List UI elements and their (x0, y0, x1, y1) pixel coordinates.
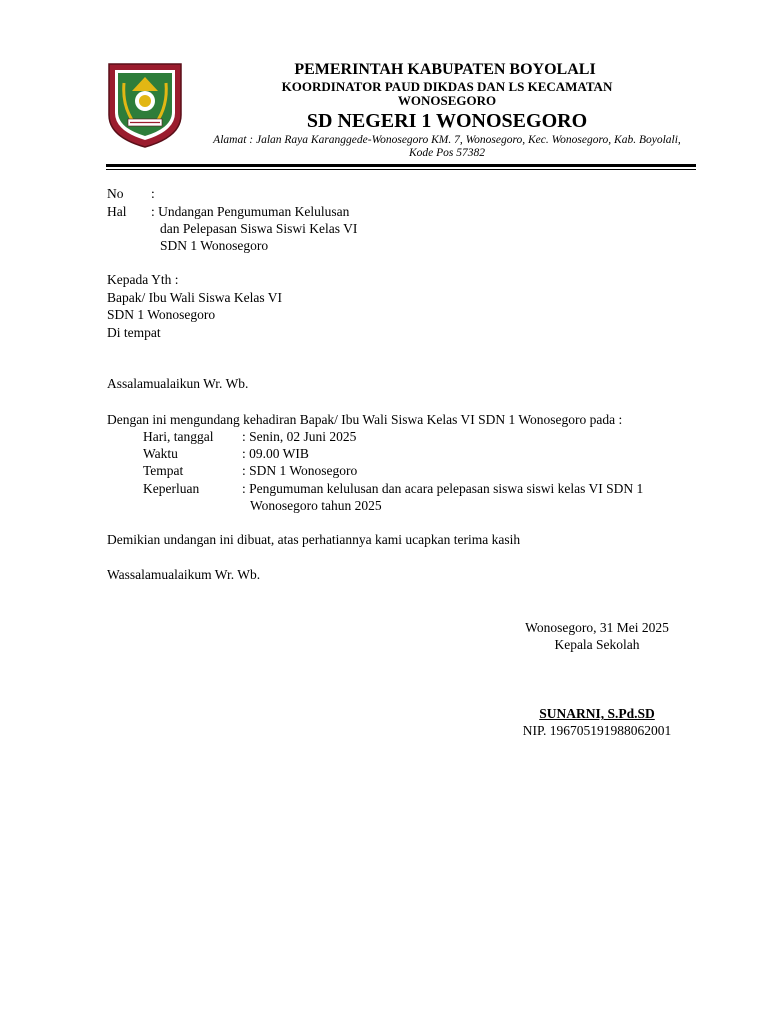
signature-name: SUNARNI, S.Pd.SD (539, 706, 655, 721)
district-name: WONOSEGORO (397, 93, 497, 108)
greeting: Assalamualaikun Wr. Wb. (107, 376, 249, 391)
letterhead-divider-thin (106, 169, 696, 170)
recipient-line2: Bapak/ Ibu Wali Siswa Kelas VI (107, 290, 283, 305)
time-value: : 09.00 WIB (242, 446, 309, 461)
recipient-line1: Kepada Yth : (107, 272, 179, 287)
signature-nip: NIP. 196705191988062001 (522, 723, 672, 738)
purpose-value-line1: : Pengumuman kelulusan dan acara pelepasan siswa siswi kelas VI SDN 1 (242, 481, 644, 496)
boyolali-regency-emblem-icon (106, 61, 184, 149)
date-value: : Senin, 02 Juni 2025 (242, 429, 357, 444)
hal-value-line3: SDN 1 Wonosegoro (160, 238, 269, 253)
place-value: : SDN 1 Wonosegoro (242, 463, 358, 478)
date-label: Hari, tanggal (143, 429, 214, 444)
no-label: No (107, 186, 124, 201)
hal-label: Hal (107, 204, 127, 219)
letterhead (200, 61, 694, 160)
government-name: PEMERINTAH KABUPATEN BOYOLALI (294, 61, 596, 78)
letterhead-divider-thick (106, 164, 696, 167)
closing-paragraph: Demikian undangan ini dibuat, atas perhatiannya kami ucapkan terima kasih (107, 532, 521, 547)
school-name: SD NEGERI 1 WONOSEGORO (306, 110, 588, 132)
hal-value-line1: : Undangan Pengumuman Kelulusan (151, 204, 350, 219)
recipient-line3: SDN 1 Wonosegoro (107, 307, 216, 322)
purpose-value-line2: Wonosegoro tahun 2025 (250, 498, 382, 513)
purpose-label: Keperluan (143, 481, 200, 496)
signature-position: Kepala Sekolah (554, 637, 640, 652)
coordinator-name: KOORDINATOR PAUD DIKDAS DAN LS KECAMATAN (281, 79, 613, 94)
intro-paragraph: Dengan ini mengundang kehadiran Bapak/ Ibu Wali Siswa Kelas VI SDN 1 Wonosegoro pada : (107, 412, 623, 427)
farewell: Wassalamualaikum Wr. Wb. (107, 567, 261, 582)
time-label: Waktu (143, 446, 178, 461)
recipient-line4: Di tempat (107, 325, 161, 340)
hal-value-line2: dan Pelepasan Siswa Siswi Kelas VI (160, 221, 358, 236)
school-address: Alamat : Jalan Raya Karanggede-Wonosegoro KM. 7, Wonosegoro, Kec. Wonosegoro, Kab. Boyolali, Kode Pos 57382 (213, 134, 681, 159)
no-separator: : (151, 186, 155, 201)
place-label: Tempat (143, 463, 184, 478)
signature-place-date: Wonosegoro, 31 Mei 2025 (525, 620, 669, 635)
